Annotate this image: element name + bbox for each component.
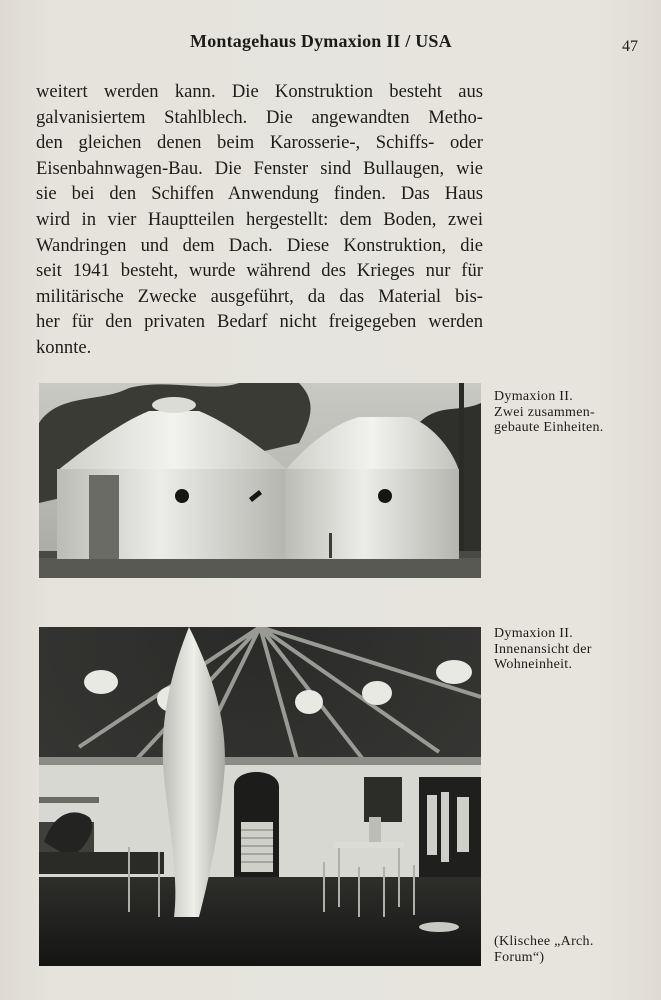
caption-line: Dymaxion II.	[494, 389, 574, 404]
credit-line: (Klischee „Arch.	[494, 934, 594, 949]
body-line: seit 1941 besteht, wurde während des Krieges nur für	[36, 260, 483, 282]
body-line: Eisenbahnwagen-Bau. Die Fenster sind Bullaugen, wie	[36, 157, 483, 179]
body-line: galvanisiertem Stahlblech. Die angewandten Metho-	[36, 106, 483, 128]
caption-line: gebaute Einheiten.	[494, 420, 604, 435]
body-line: den gleichen denen beim Karosserie-, Schiffs- oder	[36, 132, 483, 154]
body-line: Wandringen und dem Dach. Diese Konstruktion, die	[36, 234, 483, 256]
body-line: weitert werden kann. Die Konstruktion besteht aus	[36, 81, 483, 102]
interior-photo	[39, 627, 481, 966]
running-head: Montagehaus Dymaxion II / USA	[190, 31, 452, 51]
exterior-photo	[39, 383, 481, 578]
caption-line: Zwei zusammen-	[494, 404, 595, 420]
body-line: her für den privaten Bedarf nicht freigegeben werden	[36, 311, 483, 333]
body-line: konnte.	[36, 336, 92, 358]
figure-caption	[494, 389, 654, 436]
body-line: militärische Zwecke ausgeführt, da das Material bis-	[36, 285, 483, 307]
caption-line: Dymaxion II.	[494, 626, 574, 641]
body-line: sie bei den Schiffen Anwendung finden. Das Haus	[36, 183, 483, 205]
photo-credit	[494, 934, 654, 966]
figure-caption	[494, 626, 654, 673]
body-line: wird in vier Hauptteilen hergestellt: dem Boden, zwei	[36, 208, 483, 230]
page-number: 47	[622, 38, 638, 55]
caption-line: Innenansicht der	[494, 641, 592, 657]
caption-line: Wohneinheit.	[494, 657, 573, 672]
credit-line: Forum“)	[494, 950, 545, 965]
body-paragraph	[36, 79, 483, 361]
